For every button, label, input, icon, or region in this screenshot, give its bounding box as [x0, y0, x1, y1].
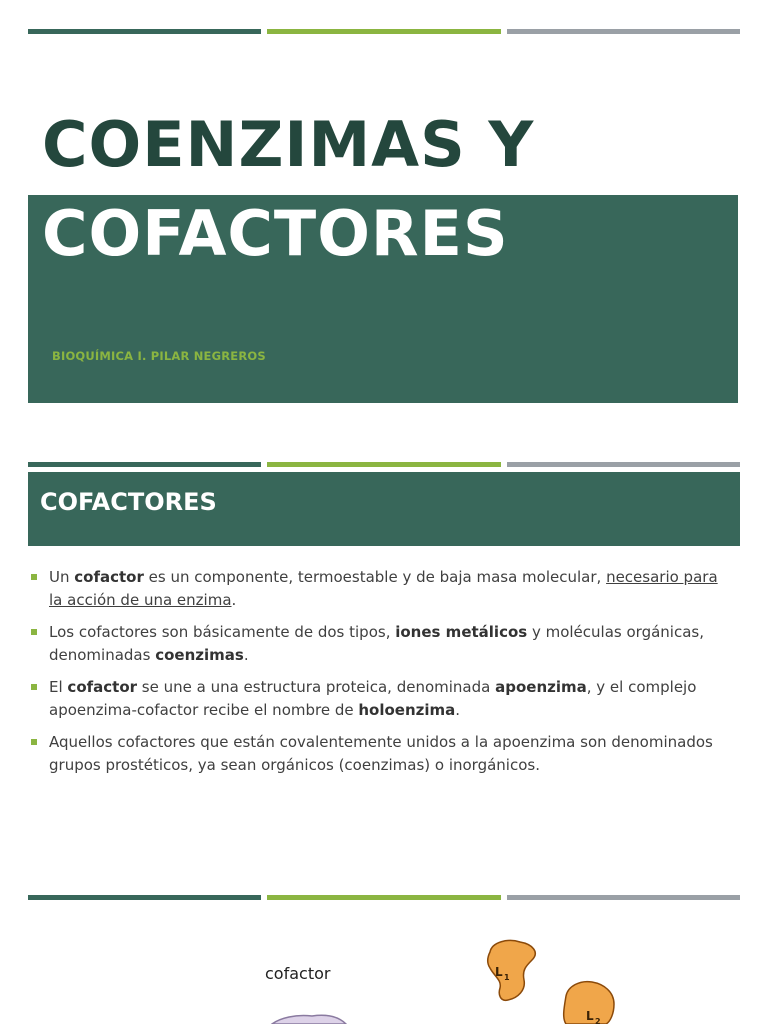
section-header — [28, 472, 740, 546]
accent-segment-gray — [507, 895, 740, 900]
enzyme-diagram — [0, 930, 768, 1024]
bullet-list — [30, 566, 730, 786]
title-box — [28, 195, 738, 403]
text: El — [49, 678, 68, 696]
accent-segment-green — [267, 895, 500, 900]
ligand-1-subscript: 1 — [504, 973, 510, 982]
underlined-text: necesario para la acción de una enzima — [49, 568, 718, 609]
text: se une a una estructura proteica, denominada — [137, 678, 496, 696]
cofactor-label: cofactor — [265, 964, 331, 983]
accent-segment-green — [267, 462, 500, 467]
bold-term: holoenzima — [358, 701, 456, 719]
text: Aquellos cofactores que están covalentemente unidos a la apoenzima son denominados grupos prostéticos, ya sean orgánicos (coenzimas) o inorgánicos. — [49, 733, 713, 774]
text: . — [243, 646, 249, 664]
bold-term: cofactor — [67, 678, 138, 696]
text: Un — [49, 568, 75, 586]
bold-term: iones metálicos — [395, 623, 528, 641]
bold-term: coenzimas — [155, 646, 244, 664]
bullet-item — [30, 731, 730, 777]
text: y moléculas orgánicas, denominadas — [49, 623, 704, 664]
bold-term: apoenzima — [495, 678, 587, 696]
bold-term: cofactor — [74, 568, 144, 586]
ligand-1-label: L — [495, 965, 503, 979]
bullet-item — [30, 676, 730, 722]
text: , y el complejo apoenzima-cofactor recibe el nombre de — [49, 678, 697, 719]
slide-title-line1: COENZIMAS Y — [42, 108, 535, 181]
section-title: COFACTORES — [40, 488, 217, 516]
text: Los cofactores son básicamente de dos tipos, — [49, 623, 396, 641]
slide-subtitle: BIOQUÍMICA I. PILAR NEGREROS — [52, 349, 266, 363]
enzyme-blob — [272, 1015, 346, 1024]
text: . — [231, 591, 237, 609]
section-accent-bar — [28, 462, 740, 467]
accent-segment-dark — [28, 29, 261, 34]
text: es un componente, termoestable y de baja masa molecular, — [143, 568, 607, 586]
accent-segment-dark — [28, 462, 261, 467]
bottom-accent-bar — [28, 895, 740, 900]
accent-segment-gray — [507, 29, 740, 34]
ligand-2-label: L — [586, 1009, 594, 1023]
ligand-2-subscript: 2 — [595, 1017, 601, 1024]
accent-segment-green — [267, 29, 500, 34]
bullet-item — [30, 621, 730, 667]
accent-segment-gray — [507, 462, 740, 467]
accent-segment-dark — [28, 895, 261, 900]
slide-title-line2: COFACTORES — [42, 197, 509, 270]
bullet-item — [30, 566, 730, 612]
text: . — [455, 701, 461, 719]
top-accent-bar — [28, 29, 740, 34]
